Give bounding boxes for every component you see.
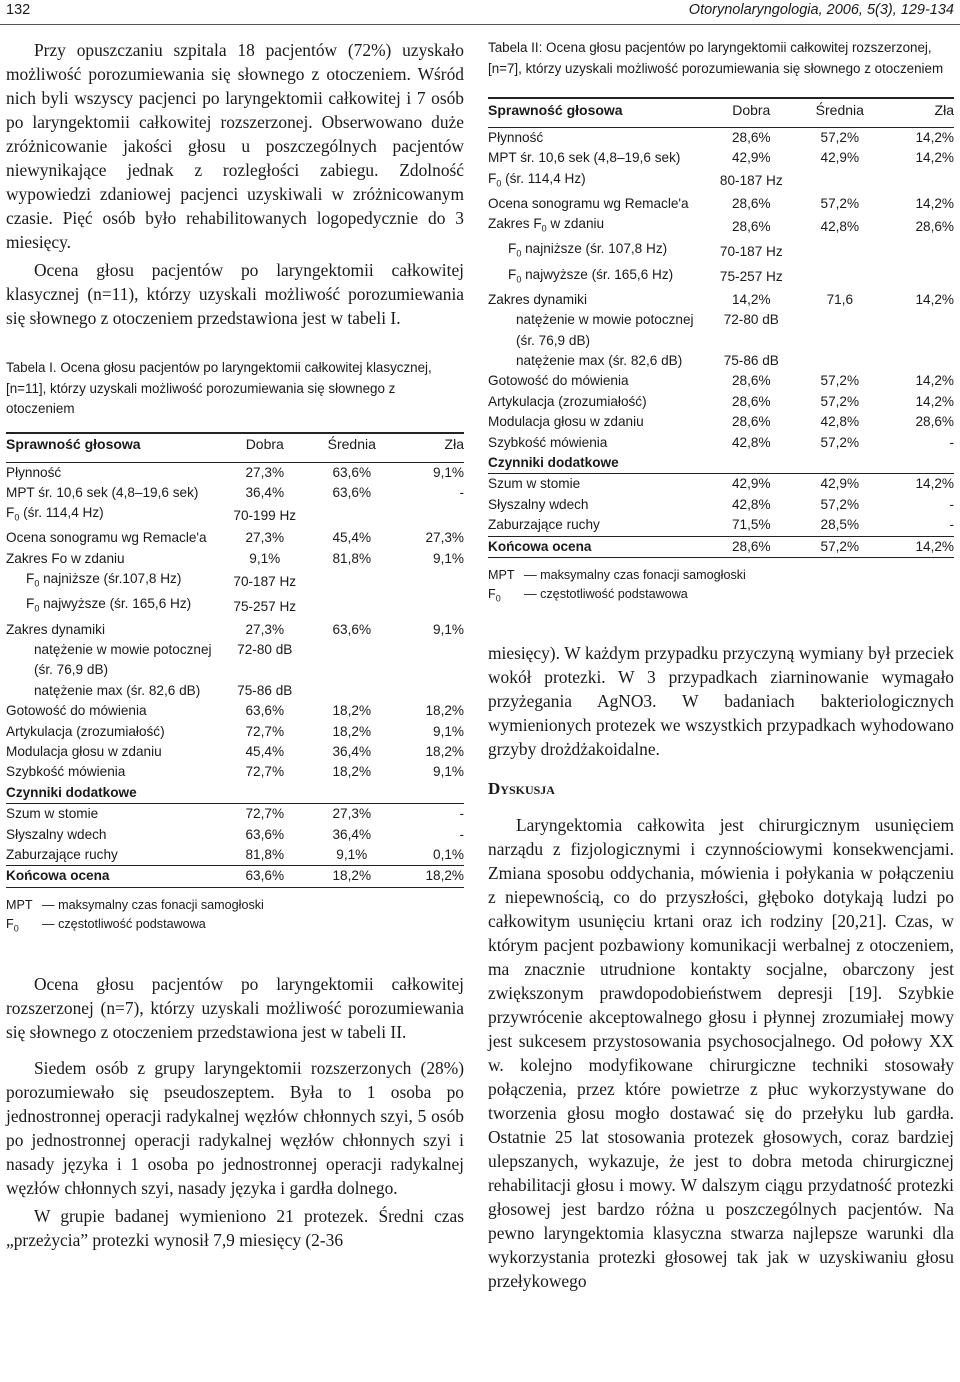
cell-value (884, 351, 954, 371)
cell-value (308, 569, 395, 594)
cell-value (884, 453, 954, 474)
table-2 (488, 97, 954, 558)
cell-value: 28,6% (732, 393, 771, 409)
table-row (6, 742, 464, 762)
paragraph: Ocena głosu pacjentów po laryngektomii całkowitej rozszerzonej (n=7), którzy uzyskali możliwość porozumiewania się słownego z otoczeniem przedstawiona jest w tabeli II. (6, 974, 464, 1043)
table-row (6, 528, 464, 548)
row-label: Końcowa ocena (488, 536, 707, 557)
cell-value: 71,5% (732, 517, 771, 533)
cell-value: 72-80 dB (723, 312, 779, 328)
cell-value: 28,6% (732, 130, 771, 145)
row-label: natężenie w mowie potocznej (516, 312, 694, 328)
cell-value: 28,6% (732, 373, 771, 389)
cell-value: 72-80 dB (237, 641, 293, 657)
row-label: Zakres dynamiki (488, 291, 587, 307)
cell-value: Średnia (327, 436, 376, 453)
cell-value: 27,3% (332, 806, 372, 822)
row-label: Artykulacja (zrozumiałość) (6, 723, 165, 739)
cell-value: 45,4% (332, 530, 372, 546)
row-label: natężenie w mowie potocznej (34, 641, 212, 657)
table-row (488, 474, 954, 495)
cell-value: 28,6% (732, 195, 771, 211)
table-row (488, 99, 954, 121)
cell-value: 36,4% (332, 743, 372, 759)
row-label: $F_0$ najniższe (śr.107,8 Hz) (26, 571, 182, 589)
row-label: Końcowa ocena (6, 866, 221, 887)
table-row (6, 783, 464, 804)
cell-value: 63,6% (221, 866, 308, 887)
table-row (488, 194, 954, 214)
cell-value: 27,3% (245, 530, 285, 546)
cell-value (707, 331, 796, 351)
row-label: MPT śr. 10,6 sek (4,8–19,6 sek) (6, 484, 199, 500)
cell-value: 14,2% (915, 476, 954, 492)
cell-value: 42,9% (820, 476, 860, 492)
table-row (6, 660, 464, 680)
cell-value: 18,2% (395, 866, 464, 887)
row-label: Zaburzające ruchy (6, 846, 118, 862)
cell-value (221, 660, 308, 680)
right-column (488, 38, 954, 1293)
cell-value: 57,2% (820, 130, 860, 145)
cell-value: 9,1% (433, 464, 464, 480)
section-heading: Dyskusja (488, 778, 555, 798)
cell-value: 45,4% (245, 743, 285, 759)
table-legend (6, 896, 464, 939)
cell-value: 28,6% (707, 536, 796, 557)
table-row (488, 351, 954, 371)
cell-value: 18,2% (332, 764, 372, 780)
row-label: Szybkość mówienia (6, 764, 126, 780)
cell-value: 27,3% (245, 621, 285, 637)
table-row (488, 169, 954, 194)
row-label: Ocena sonogramu wg Remacle'a (6, 530, 207, 546)
cell-value: 70-187 Hz (233, 573, 297, 589)
cell-value: Dobra (732, 101, 771, 118)
cell-value (395, 681, 464, 701)
table-row (488, 495, 954, 515)
table-caption: Tabela II: Ocena głosu pacjentów po laryngektomii całkowitej rozszerzonej, [n=7], którzy uzyskali możliwość porozumiewania się słownego z otoczeniem (488, 40, 944, 76)
row-label: $F_0$ najwyższe (śr. 165,6 Hz) (508, 266, 674, 285)
cell-value: 9,1% (336, 846, 368, 862)
row-label: Sprawność głosowa (488, 101, 623, 118)
cell-value: 14,2% (884, 536, 954, 557)
cell-value: 14,2% (915, 393, 954, 409)
row-label: Słyszalny wdech (488, 496, 589, 512)
cell-value: 70-187 Hz (719, 243, 783, 259)
row-label: (śr. 76,9 dB) (516, 332, 591, 348)
table-row (488, 310, 954, 330)
cell-value: 75-257 Hz (233, 598, 297, 614)
cell-value: 72,7% (245, 764, 285, 780)
paragraph: Siedem osób z grupy laryngektomii rozszerzonych (28%) porozumiewało się pseudoszeptem. Była to 1 osoba po jednostronnej operacji radykalnej węzłów chłonnych szyi, 5 osób po jednostronnej operacji radykalnej węzłów chłonnych szyi i nasady języka i 1 osoba po jednostronnej operacji radykalnej węzłów chłonnych szyi, nasady języka i gardła dolnego. (6, 1058, 464, 1199)
cell-value (707, 453, 796, 474)
cell-value: 70-199 Hz (233, 507, 297, 523)
row-label: Szum w stomie (6, 806, 99, 822)
table-row (6, 434, 464, 456)
legend-item: $F_0$ — częstotliwość podstawowa (488, 587, 688, 604)
table-row (6, 681, 464, 701)
table-row (6, 804, 464, 825)
cell-value: 36,4% (245, 484, 285, 500)
left-column (6, 38, 464, 1252)
cell-value: 9,1% (249, 550, 281, 566)
cell-value: 42,9% (732, 150, 771, 166)
cell-value (308, 640, 395, 660)
cell-value (395, 569, 464, 594)
legend-item: MPT — maksymalny czas fonacji samogłoski (6, 897, 264, 912)
cell-value (395, 660, 464, 680)
cell-value: 9,1% (433, 764, 464, 780)
cell-value: - (459, 826, 464, 842)
table-row (6, 640, 464, 660)
cell-value (796, 453, 885, 474)
cell-value (308, 503, 395, 528)
row-label: natężenie max (śr. 82,6 dB) (34, 682, 201, 698)
cell-value: 57,2% (820, 434, 860, 450)
cell-value: - (949, 496, 954, 512)
table-row (488, 214, 954, 239)
cell-value: 28,6% (915, 414, 954, 430)
cell-value: 72,7% (245, 723, 285, 739)
row-label: $F_0$ (śr. 114,4 Hz) (6, 505, 104, 524)
cell-value: 18,2% (332, 723, 372, 739)
row-label: Artykulacja (zrozumiałość) (488, 393, 647, 409)
cell-value (308, 783, 395, 804)
cell-value: Średnia (815, 101, 864, 118)
table-row (488, 128, 954, 149)
table-row (488, 433, 954, 453)
table-row (488, 265, 954, 290)
cell-value: 75-257 Hz (719, 268, 783, 284)
table-1 (6, 432, 464, 888)
cell-value (395, 503, 464, 528)
cell-value (221, 783, 308, 804)
cell-value: 14,2% (915, 373, 954, 389)
cell-value (884, 265, 954, 290)
table-row (6, 549, 464, 569)
cell-value: 42,8% (732, 434, 771, 450)
cell-value: 72,7% (245, 806, 285, 822)
table-row (6, 845, 464, 866)
row-label: Modulacja głosu w zdaniu (488, 414, 644, 430)
cell-value: 0,1% (433, 846, 464, 862)
table-row (488, 515, 954, 536)
paragraph: Ocena głosu pacjentów po laryngektomii całkowitej klasycznej (n=11), którzy uzyskali możliwość porozumiewania się słownego z otoczeniem przedstawiona jest w tabeli I. (6, 260, 464, 328)
table-2-grid (488, 99, 954, 558)
table-row (6, 594, 464, 619)
cell-value (395, 594, 464, 619)
cell-value: 18,2% (425, 743, 464, 759)
table-row (488, 371, 954, 391)
table-row (488, 148, 954, 168)
cell-value: 75-86 dB (237, 682, 293, 698)
cell-value: 42,8% (820, 414, 860, 430)
cell-value: 28,6% (915, 218, 954, 234)
cell-value: Zła (444, 436, 464, 453)
cell-value (308, 660, 395, 680)
cell-value: Zła (934, 101, 954, 118)
cell-value: - (459, 484, 464, 500)
cell-value (796, 331, 885, 351)
cell-value (308, 594, 395, 619)
cell-value (796, 351, 885, 371)
cell-value (308, 681, 395, 701)
cell-value: 14,2% (915, 291, 954, 307)
cell-value (884, 331, 954, 351)
cell-value (796, 265, 885, 290)
row-label: Czynniki dodatkowe (488, 453, 707, 474)
row-label: Zakres $F_0$ w zdaniu (488, 216, 605, 235)
page-number: 132 (6, 2, 31, 18)
cell-value: 57,2% (820, 496, 860, 512)
journal-citation: Otorynolaryngologia, 2006, 5(3), 129-134 (688, 2, 954, 18)
row-label: Zaburzające ruchy (488, 517, 600, 533)
cell-value: 14,2% (915, 150, 954, 166)
cell-value: 14,2% (915, 130, 954, 145)
cell-value (796, 310, 885, 330)
table-row (488, 392, 954, 412)
table-row (488, 239, 954, 264)
paragraph: W grupie badanej wymieniono 21 protezek. Średni czas „przeżycia” protezki wynosił 7,9 miesięcy (2-36 (6, 1206, 464, 1251)
cell-value: 18,2% (308, 866, 395, 887)
cell-value (796, 169, 885, 194)
row-label: Słyszalny wdech (6, 826, 107, 842)
cell-value: 18,2% (425, 703, 464, 719)
row-label: $F_0$ najniższe (śr. 107,8 Hz) (508, 241, 668, 260)
cell-value: 81,8% (245, 846, 285, 862)
row-label: Zakres dynamiki (6, 621, 105, 637)
cell-value: 28,6% (732, 218, 771, 234)
table-row (6, 483, 464, 503)
row-label: Zakres Fo w zdaniu (6, 550, 125, 566)
cell-value: 63,6% (245, 703, 285, 719)
table-row (488, 331, 954, 351)
table-row (488, 453, 954, 474)
table-row (6, 722, 464, 742)
cell-value: 36,4% (332, 826, 372, 842)
row-label: $F_0$ najwyższe (śr. 165,6 Hz) (26, 596, 192, 615)
cell-value: 9,1% (433, 621, 464, 637)
table-row (6, 503, 464, 528)
cell-value: 57,2% (820, 195, 860, 211)
cell-value (395, 640, 464, 660)
cell-value (884, 239, 954, 264)
row-label: Płynność (6, 464, 62, 480)
row-label: Gotowość do mówienia (6, 703, 147, 719)
cell-value: 42,8% (820, 218, 860, 234)
cell-value: - (949, 434, 954, 450)
cell-value: 57,2% (820, 373, 860, 389)
row-label: Szybkość mówienia (488, 434, 608, 450)
table-row (6, 866, 464, 887)
paragraph: Przy opuszczaniu szpitala 18 pacjentów (72%) uzyskało możliwość porozumiewania się słownego z otoczeniem. Wśród nich byli wszyscy pacjenci po laryngektomii całkowitej i 7 osób po laryngektomii całkowitej rozszerzonej. Obserwowano duże zróżnicowanie jakości głosu u poszczególnych pacjentów niewynikające jednak z rozległości zabiegu. Zdolność wypowiedzi zdaniowej pacjenci uzyskiwali w zróżnicowanym czasie. Pięć osób było rehabilitowanych logopedycznie do 3 miesięcy. (6, 40, 464, 252)
cell-value: Dobra (245, 436, 284, 453)
row-label: $F_0$ (śr. 114,4 Hz) (488, 170, 586, 189)
cell-value (884, 169, 954, 194)
table-row (6, 569, 464, 594)
cell-value: 63,6% (245, 826, 285, 842)
table-row (6, 620, 464, 640)
cell-value: 81,8% (332, 550, 372, 566)
table-1-grid (6, 434, 464, 888)
table-legend (488, 566, 954, 609)
cell-value: 14,2% (915, 195, 954, 211)
row-label: Ocena sonogramu wg Remacle'a (488, 195, 689, 211)
row-label: Gotowość do mówienia (488, 373, 629, 389)
cell-value: - (459, 806, 464, 822)
table-row (488, 536, 954, 557)
row-label: Sprawność głosowa (6, 436, 141, 453)
cell-value: 71,6 (826, 291, 854, 307)
cell-value (395, 783, 464, 804)
cell-value: 75-86 dB (723, 352, 779, 368)
table-row (6, 762, 464, 782)
cell-value (884, 310, 954, 330)
row-label: MPT śr. 10,6 sek (4,8–19,6 sek) (488, 150, 681, 166)
cell-value: 9,1% (433, 723, 464, 739)
cell-value: 42,9% (732, 476, 771, 492)
legend-item: $F_0$ — częstotliwość podstawowa (6, 916, 206, 934)
row-label: Szum w stomie (488, 476, 581, 492)
paragraph: miesięcy). W każdym przypadku przyczyną wymiany był przeciek wokół protezki. W 3 przypadkach ziarninowanie wymagało przyżegania AgNO3. W badaniach bakteriologicznych wymienionych protezek we wszystkich przypadkach wyhodowano grzyby drożdżakoidalne. (488, 642, 954, 759)
cell-value: 63,6% (332, 484, 372, 500)
table-row (488, 412, 954, 432)
cell-value (796, 239, 885, 264)
legend-item: MPT — maksymalny czas fonacji samogłoski (488, 568, 746, 582)
table-caption: Tabela I. Ocena głosu pacjentów po laryngektomii całkowitej klasycznej, [n=11], którzy uzyskali możliwość porozumiewania się słownego z otoczeniem (6, 360, 432, 416)
cell-value: 42,9% (820, 150, 860, 166)
cell-value: 57,2% (796, 536, 885, 557)
cell-value: 42,8% (732, 496, 771, 512)
row-label: (śr. 76,9 dB) (34, 662, 109, 678)
row-label: Modulacja głosu w zdaniu (6, 743, 162, 759)
running-header (0, 0, 960, 25)
cell-value: 63,6% (332, 464, 372, 480)
table-row (488, 290, 954, 310)
row-label: Płynność (488, 130, 544, 145)
row-label: natężenie max (śr. 82,6 dB) (516, 352, 683, 368)
cell-value: 27,3% (245, 464, 285, 480)
cell-value: 28,5% (820, 517, 860, 533)
table-row (6, 701, 464, 721)
cell-value: 63,6% (332, 621, 372, 637)
cell-value: 18,2% (332, 703, 372, 719)
cell-value: 9,1% (433, 550, 464, 566)
cell-value: 80-187 Hz (719, 173, 783, 189)
paragraph: Laryngektomia całkowita jest chirurgicznym usunięciem narządu z fizjologicznymi i czynnościowymi konsekwencjami. Zmiana sposobu oddychania, mówienia i połykania w połączeniu z niepewnością, co do przyszłości, głęboko dotykają ludzi po całkowitym usunięciu krtani oraz ich rodziny [20,21]. Czas, w którym pacjent pozbawiony komunikacji werbalnej z otoczeniem, ma znacznie utrudnione kontakty socjalne, obarczony jest zwiększonym prawdopodobieństwem depresji [19]. Szybkie przywrócenie akceptowalnego głosu i płynnej zrozumiałej mowy jest sukcesem przystosowania psychosocjalnego. Od połowy XX w. kolejno modyfikowane chirurgiczne techniki stosowały połączenia, przez które powietrze z płuc wykorzystywane do tworzenia głosu mogło dostawać się do przełyku lub gardła. Ostatnie 25 lat stosowania protezek głosowych, coraz bardziej ulepszanych, wykazuje, że jest to dobra metoda chirurgicznej rehabilitacji głosu i mowy. W dalszym ciągu przydatność protezki głosowej jest bardzo różna u poszczególnych pacjentów. Na pewno laryngektomia klasyczna stwarza najlepsze warunki dla wykorzystania protezki głosowej tak jak w uzyskiwaniu głosu przełykowego (488, 814, 954, 1291)
cell-value: 28,6% (732, 414, 771, 430)
cell-value: 57,2% (820, 393, 860, 409)
table-row (6, 462, 464, 483)
table-row (6, 825, 464, 845)
cell-value: 14,2% (732, 291, 771, 307)
cell-value: - (949, 517, 954, 533)
row-label: Czynniki dodatkowe (6, 783, 221, 804)
cell-value: 27,3% (425, 530, 464, 546)
